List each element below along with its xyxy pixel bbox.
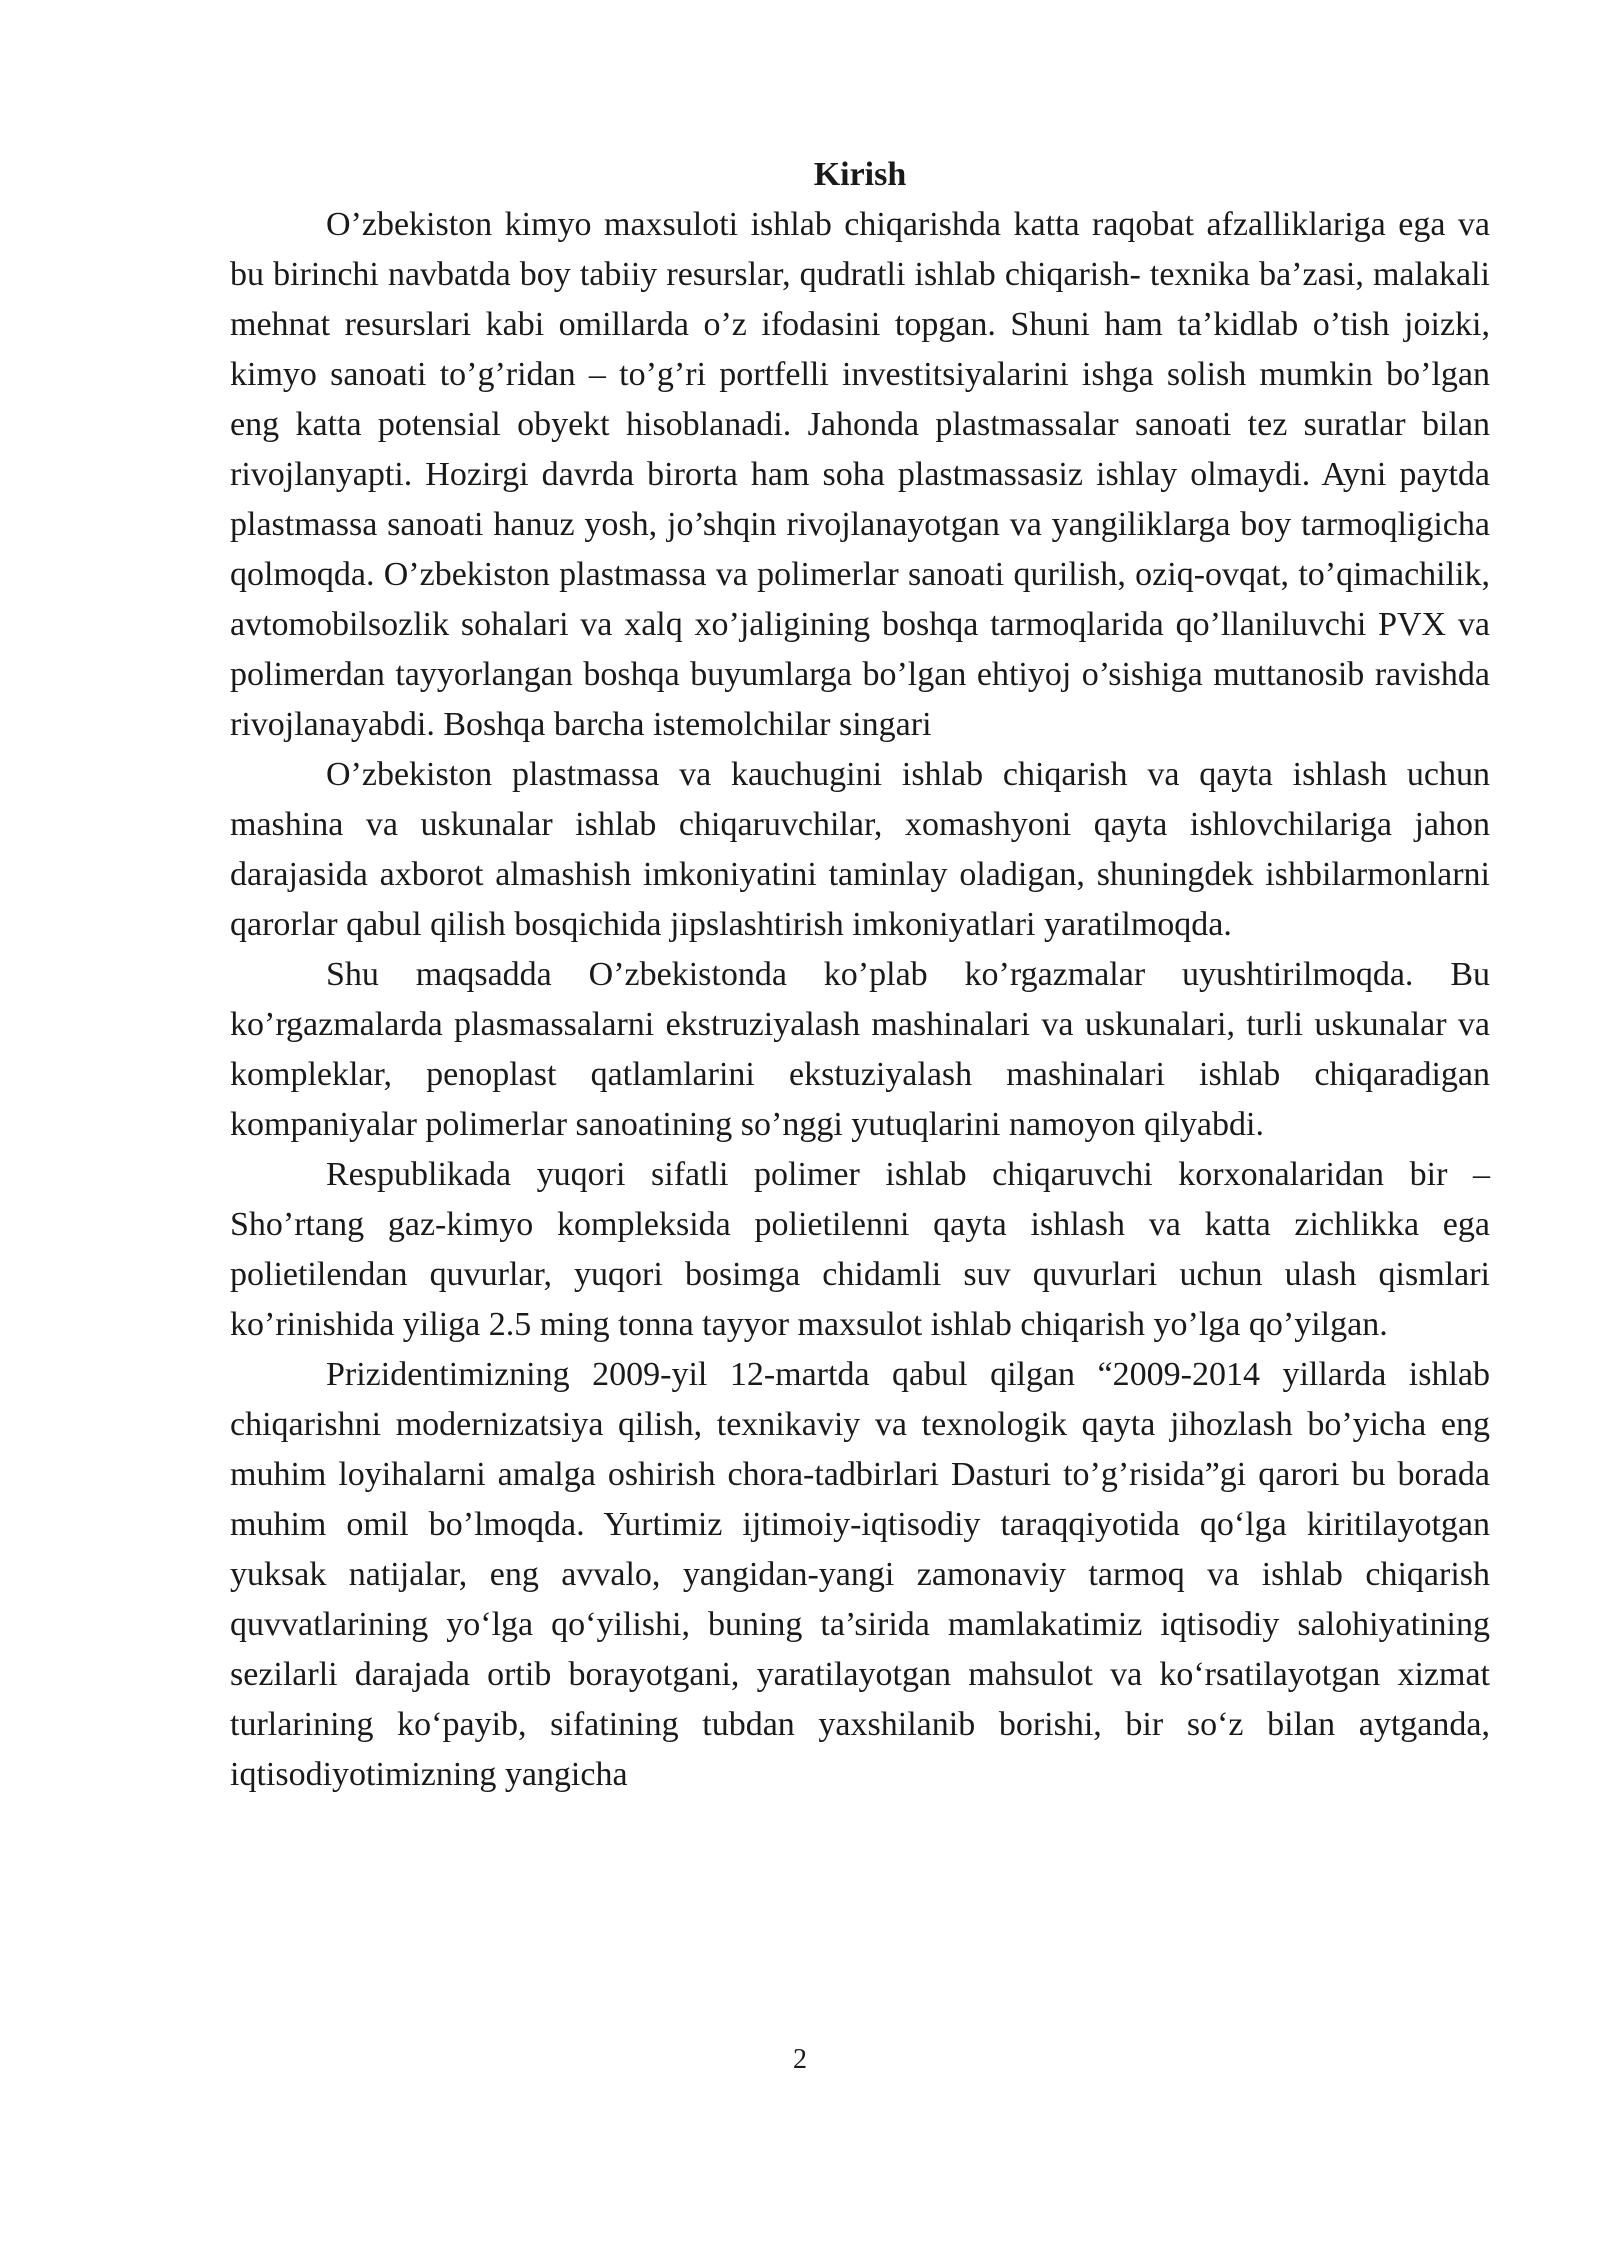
page-body xyxy=(230,150,1490,1800)
page-number: 2 xyxy=(793,2044,807,2075)
paragraph-3: Shu maqsadda O’zbekistonda ko’plab ko’rgazmalar uyushtirilmoqda. Bu ko’rgazmalarda plasmassalarni ekstruziyalash mashinalari va uskunalari, turli uskunalar va kompleklar, penoplast qatlamlarini ekstuziyalash mashinalari ishlab chiqaradigan kompaniyalar polimerlar sanoatining so’nggi yutuqlarini namoyon qilyabdi. xyxy=(230,956,1490,1143)
paragraph-5: Prizidentimizning 2009-yil 12-martda qabul qilgan “2009-2014 yillarda ishlab chiqarishni modernizatsiya qilish, texnikaviy va texnologik qayta jihozlash bo’yicha eng muhim loyihalarni amalga oshirish chora-tadbirlari Dasturi to’g’risida”gi qarori bu borada muhim omil bo’lmoqda. Yurtimiz ijtimoiy-iqtisodiy taraqqiyotida qo‘lga kiritilayotgan yuksak natijalar, eng avvalo, yangidan-yangi zamonaviy tarmoq va ishlab chiqarish quvvatlarining yo‘lga qo‘yilishi, buning ta’sirida mamlakatimiz iqtisodiy salohiyatining sezilarli darajada ortib borayotgani, yaratilayotgan mahsulot va ko‘rsatilayotgan xizmat turlarining ko‘payib, sifatining tubdan yaxshilanib borishi, bir so‘z bilan aytganda, iqtisodiyotimizning yangicha xyxy=(230,1356,1490,1793)
paragraph-4: Respublikada yuqori sifatli polimer ishlab chiqaruvchi korxonalaridan bir – Sho’rtang gaz-kimyo kompleksida polietilenni qayta ishlash va katta zichlikka ega polietilendan quvurlar, yuqori bosimga chidamli suv quvurlari uchun ulash qismlari ko’rinishida yiliga 2.5 ming tonna tayyor maxsulot ishlab chiqarish yo’lga qo’yilgan. xyxy=(230,1156,1490,1343)
section-title: Kirish xyxy=(813,156,907,193)
paragraph-2: O’zbekiston plastmassa va kauchugini ishlab chiqarish va qayta ishlash uchun mashina va uskunalar ishlab chiqaruvchilar, xomashyoni qayta ishlovchilariga jahon darajasida axborot almashish imkoniyatini taminlay oladigan, shuningdek ishbilarmonlarni qarorlar qabul qilish bosqichida jipslashtirish imkoniyatlari yaratilmoqda. xyxy=(230,756,1490,943)
paragraph-1: O’zbekiston kimyo maxsuloti ishlab chiqarishda katta raqobat afzalliklariga ega va bu birinchi navbatda boy tabiiy resurslar, qudratli ishlab chiqarish- texnika ba’zasi, malakali mehnat resurslari kabi omillarda o’z ifodasini topgan. Shuni ham ta’kidlab o’tish joizki, kimyo sanoati to’g’ridan – to’g’ri portfelli investitsiyalarini ishga solish mumkin bo’lgan eng katta potensial obyekt hisoblanadi. Jahonda plastmassalar sanoati tez suratlar bilan rivojlanyapti. Hozirgi davrda birorta ham soha plastmassasiz ishlay olmaydi. Ayni paytda plastmassa sanoati hanuz yosh, jo’shqin rivojlanayotgan va yangiliklarga boy tarmoqligicha qolmoqda. O’zbekiston plastmassa va polimerlar sanoati qurilish, oziq-ovqat, to’qimachilik, avtomobilsozlik sohalari va xalq xo’jaligining boshqa tarmoqlarida qo’llaniluvchi PVX va polimerdan tayyorlangan boshqa buyumlarga bo’lgan ehtiyoj o’sishiga muttanosib ravishda rivojlanayabdi. Boshqa barcha istemolchilar singari xyxy=(230,206,1490,743)
